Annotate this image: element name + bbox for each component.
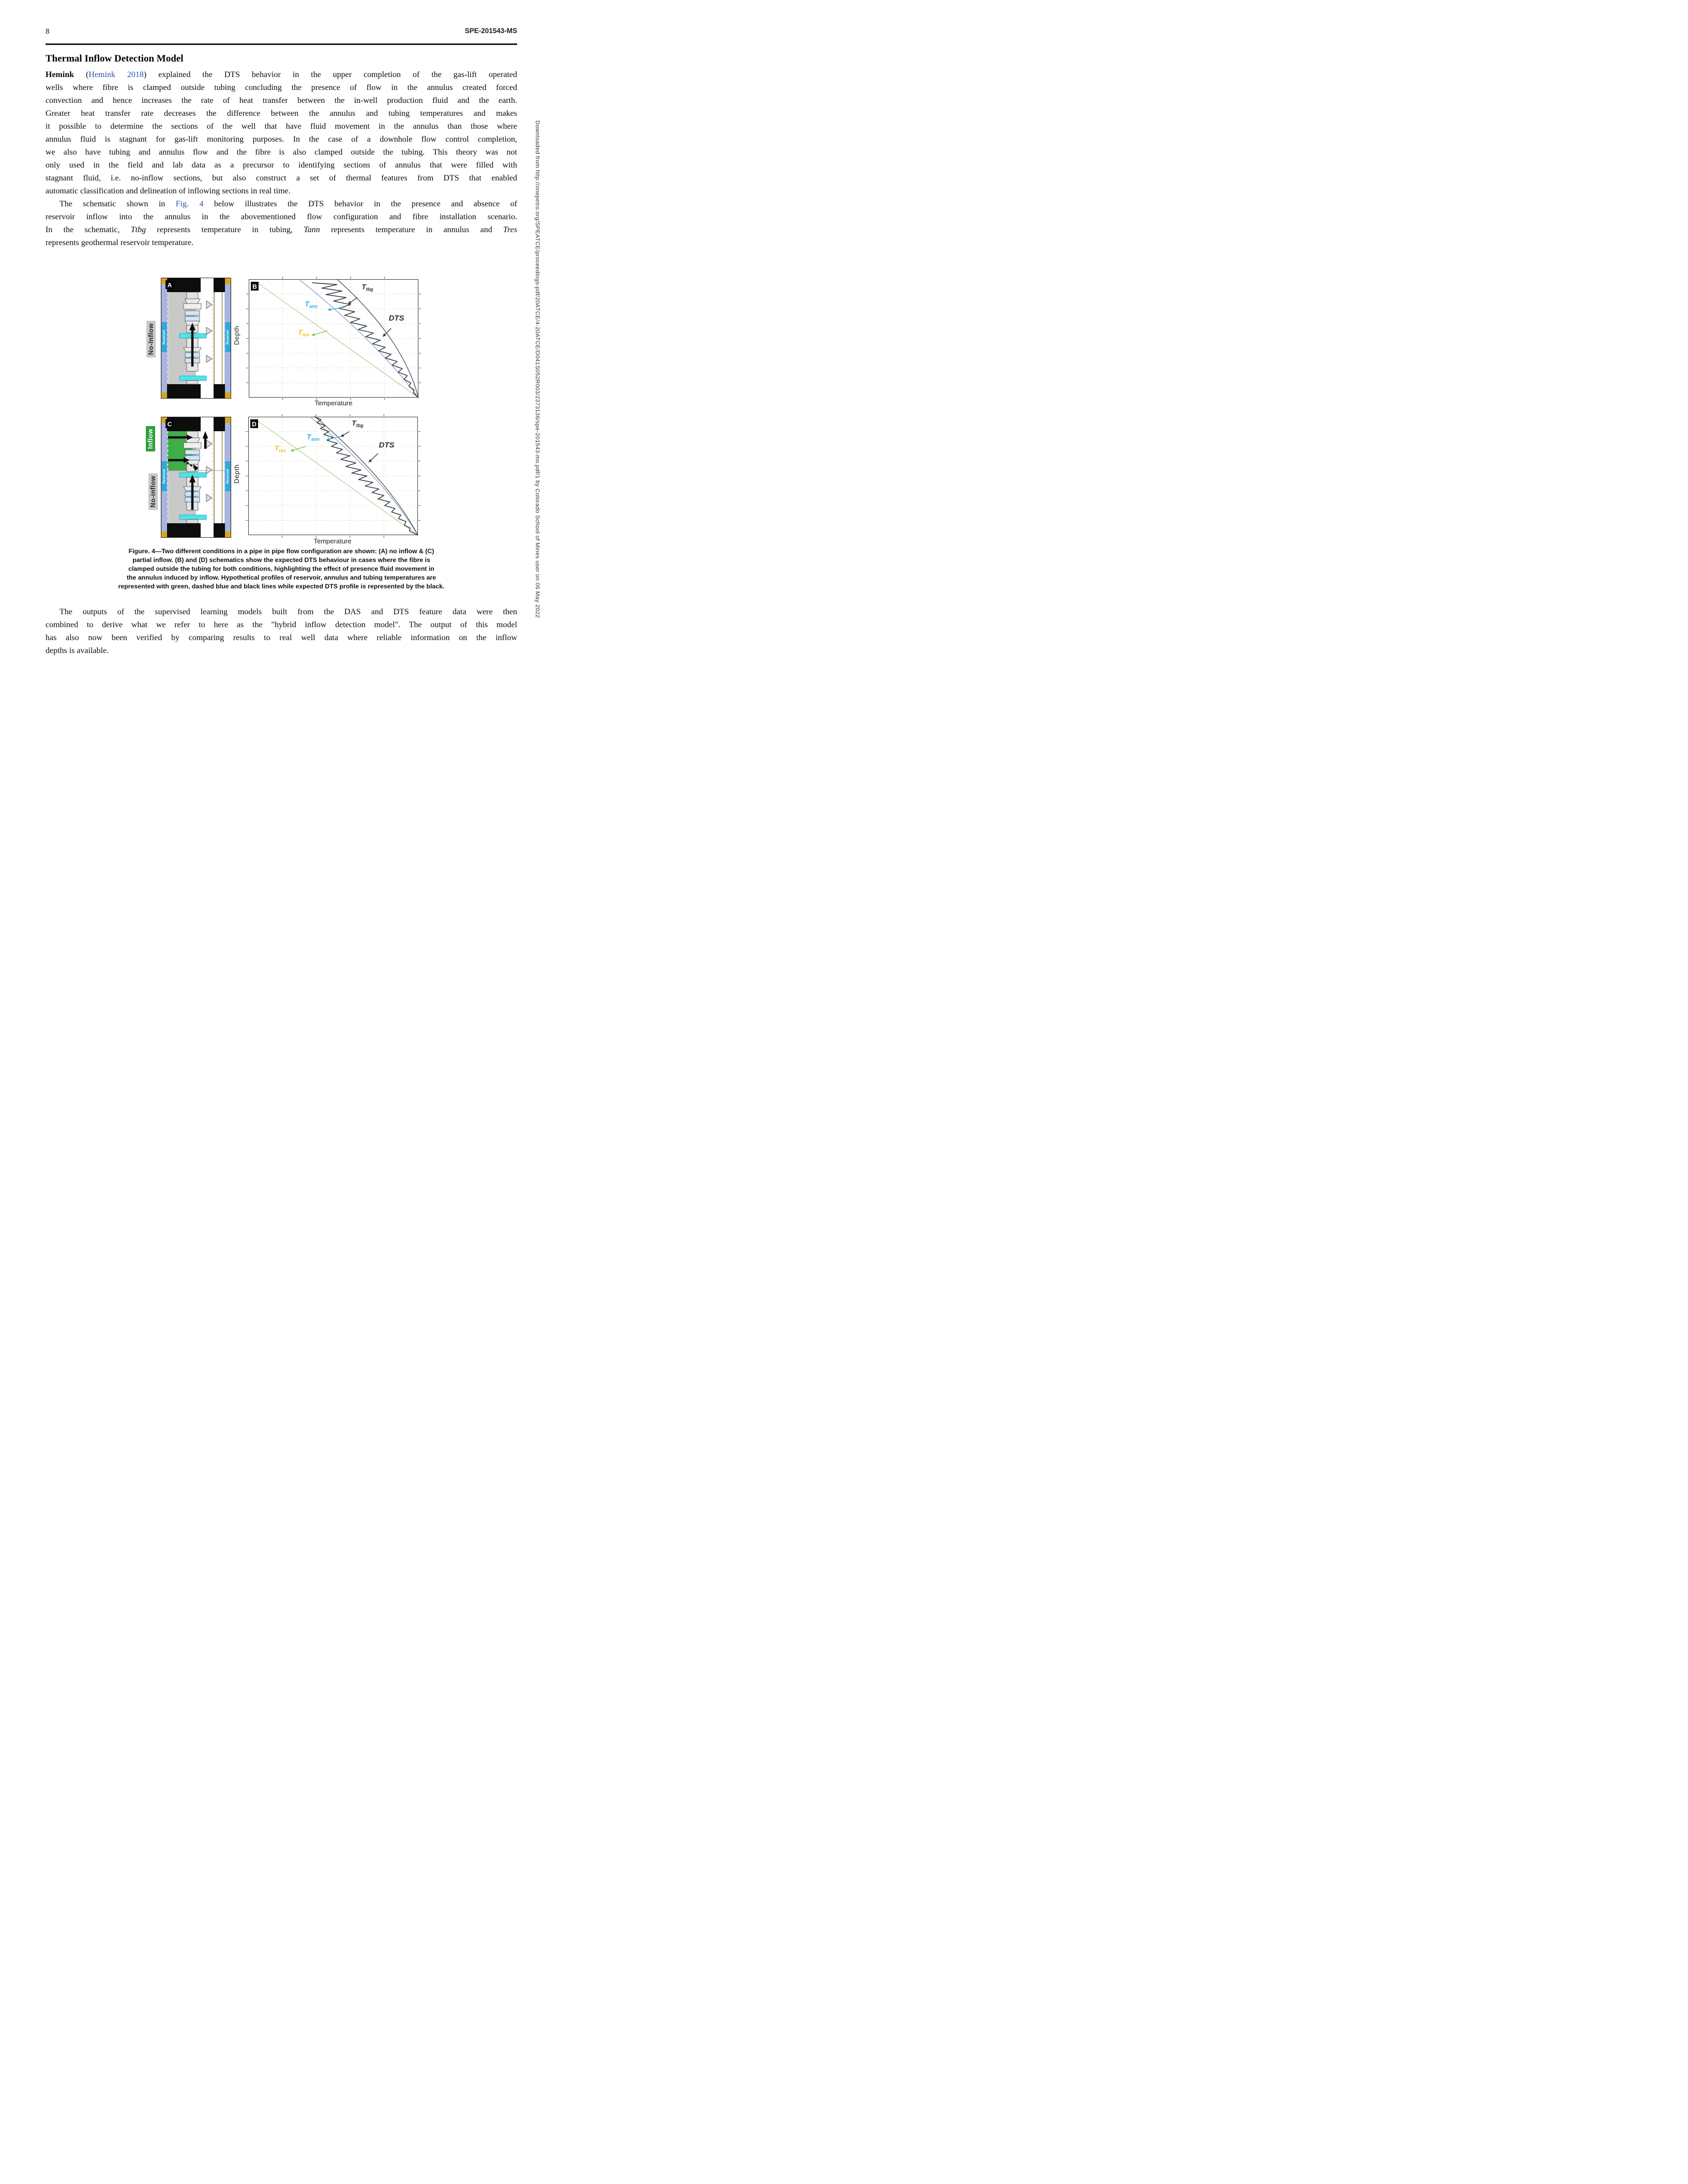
text-line	[46, 81, 517, 94]
plot-d-svg	[245, 413, 421, 539]
panel-c-tag: C	[167, 420, 172, 428]
text-segment: In the schematic,	[46, 225, 131, 234]
plot-b-tag: B	[252, 283, 257, 291]
text-line	[46, 185, 517, 198]
text-segment: represents temperature in tubing,	[146, 225, 304, 234]
text-segment: The schematic shown in	[59, 200, 176, 208]
text-line	[46, 68, 517, 81]
plot-b-label-ttbg: $T_{tbg}$	[361, 282, 373, 292]
header-rule	[46, 43, 517, 45]
plot-d-tag: D	[252, 420, 257, 428]
plot-d-label-dts: DTS	[379, 441, 395, 450]
panel-a-well-schematic	[161, 278, 231, 399]
text-segment: Hemink	[46, 70, 74, 79]
text-segment: it possible to determine the sections of the well that have fluid movement in the annulus than those where	[46, 122, 517, 131]
plot-d-x-axis-label: Temperature	[313, 537, 352, 545]
text-line	[46, 120, 517, 133]
text-line	[46, 94, 517, 107]
text-segment: we also have tubing and annulus flow and the fibre is also clamped outside the tubing. This theory was not	[46, 148, 517, 157]
text-line	[46, 159, 517, 172]
text-line	[46, 198, 517, 210]
text-line	[46, 631, 517, 644]
text-line	[46, 236, 517, 249]
text-line	[46, 107, 517, 120]
panel-c-no-inflow-label: No-inflow	[148, 473, 158, 510]
caption-line: partial inflow. (B) and (D) schematics show the expected DTS behaviour in cases where the fibre is	[132, 556, 430, 564]
caption-line: Figure. 4—Two different conditions in a pipe in pipe flow configuration are shown: (A) no inflow & (C)	[128, 548, 434, 555]
plot-b-label-tres: $T_{res}$	[298, 328, 310, 338]
text-segment: has also now been verified by comparing results to real well data where reliable information on the inflow	[46, 633, 517, 642]
reservoir-label-right: Reservoir	[226, 468, 230, 484]
text-segment: Ttbg	[130, 225, 146, 234]
reservoir-label-left: Reservoir	[162, 329, 167, 345]
reservoir-label-left: Reservoir	[162, 468, 167, 484]
plot-b-x-axis-label: Temperature	[314, 399, 353, 407]
plot-b-dts-profile	[246, 275, 421, 401]
plot-d-label-ttbg: $T_{tbg}$	[352, 419, 364, 429]
section-heading: Thermal Inflow Detection Model	[46, 53, 184, 64]
body-paragraphs	[46, 68, 517, 249]
panel-c-well-schematic	[161, 417, 231, 538]
plot-d-dts-profile	[245, 413, 421, 539]
text-segment: automatic classification and delineation of inflowing sections in real time.	[46, 187, 291, 195]
caption-line: represented with green, dashed blue and black lines while expected DTS profile is represented by the black.	[118, 583, 445, 590]
text-line	[46, 146, 517, 159]
text-segment: represents temperature in annulus and	[320, 225, 504, 234]
text-line	[46, 223, 517, 236]
panel-c-schematic-drawing	[161, 417, 231, 538]
text-segment: The outputs of the supervised learning models built from the DAS and DTS feature data were then	[59, 608, 517, 616]
text-line	[46, 644, 517, 657]
panel-a-schematic-drawing	[161, 278, 231, 399]
text-line	[46, 133, 517, 146]
citation-hemink-2018[interactable]: Hemink 2018	[88, 70, 144, 79]
reservoir-label-right: Reservoir	[226, 329, 230, 345]
paper-page	[0, 0, 563, 728]
text-segment: represents geothermal reservoir temperature.	[46, 238, 194, 247]
text-line	[46, 618, 517, 631]
text-segment: reservoir inflow into the annulus in the abovementioned flow configuration and fibre installation scenario.	[46, 213, 517, 221]
plot-b-label-tann: $T_{ann}$	[305, 299, 318, 309]
text-segment: stagnant fluid, i.e. no-inflow sections, but also construct a set of thermal features from DTS that enabled	[46, 174, 517, 183]
figure-4-link[interactable]: Fig. 4	[175, 200, 204, 208]
panel-a-tag: A	[167, 281, 172, 289]
plot-b-svg	[246, 275, 421, 401]
text-segment: Greater heat transfer rate decreases the difference between the annulus and tubing temperatures and makes	[46, 109, 517, 118]
text-segment: convection and hence increases the rate of heat transfer between the in-well production fluid and the earth.	[46, 96, 517, 105]
text-segment: wells where fibre is clamped outside tubing concluding the presence of flow in the annulus created forced	[46, 83, 517, 92]
panel-a-no-inflow-label: No-Inflow	[146, 321, 156, 357]
plot-d-y-axis-label: Depth	[233, 464, 240, 484]
text-line	[46, 210, 517, 223]
text-segment: only used in the field and lab data as a precursor to identifying sections of annulus that were filled with	[46, 161, 517, 170]
plot-b-label-dts: DTS	[388, 314, 404, 323]
text-segment: annulus fluid is stagnant for gas-lift monitoring purposes. In the case of a downhole flow control completion,	[46, 135, 517, 144]
text-segment: depths is available.	[46, 646, 109, 655]
plot-d-label-tann: $T_{ann}$	[307, 432, 320, 442]
text-segment: ) explained the DTS behavior in the upper completion of the gas-lift operated	[143, 70, 518, 79]
figure-caption	[77, 547, 486, 591]
panel-c-inflow-label: Inflow	[146, 426, 155, 451]
text-segment: Tann	[304, 225, 320, 234]
plot-b-y-axis-label: Depth	[233, 326, 240, 345]
text-line	[46, 605, 517, 618]
text-line	[46, 172, 517, 185]
caption-line: the annulus induced by inflow. Hypothetical profiles of reservoir, annulus and tubing temperatures are	[126, 574, 436, 581]
download-watermark: Downloaded from http://onepetro.org/SPEATCE/proceedings-pdf/20ATCE/4-20ATCE/D041S052R003/2373136/spe-201543-ms.pdf/1 by Colorado School of Mines user on 06 May 2022	[534, 120, 540, 618]
text-segment: below illustrates the DTS behavior in the presence and absence of	[203, 200, 517, 208]
page-number: 8	[46, 27, 50, 35]
plot-d-label-tres: $T_{res}$	[274, 444, 286, 453]
body-paragraphs-after-figure	[46, 605, 517, 657]
document-code: SPE-201543-MS	[464, 27, 517, 35]
text-segment: Tres	[503, 225, 518, 234]
text-segment: (	[74, 70, 89, 79]
caption-line: clamped outside the tubing for both conditions, highlighting the effect of presence fluid movement in	[128, 565, 434, 572]
text-segment: combined to derive what we refer to here as the "hybrid inflow detection model". The output of this model	[46, 620, 517, 629]
